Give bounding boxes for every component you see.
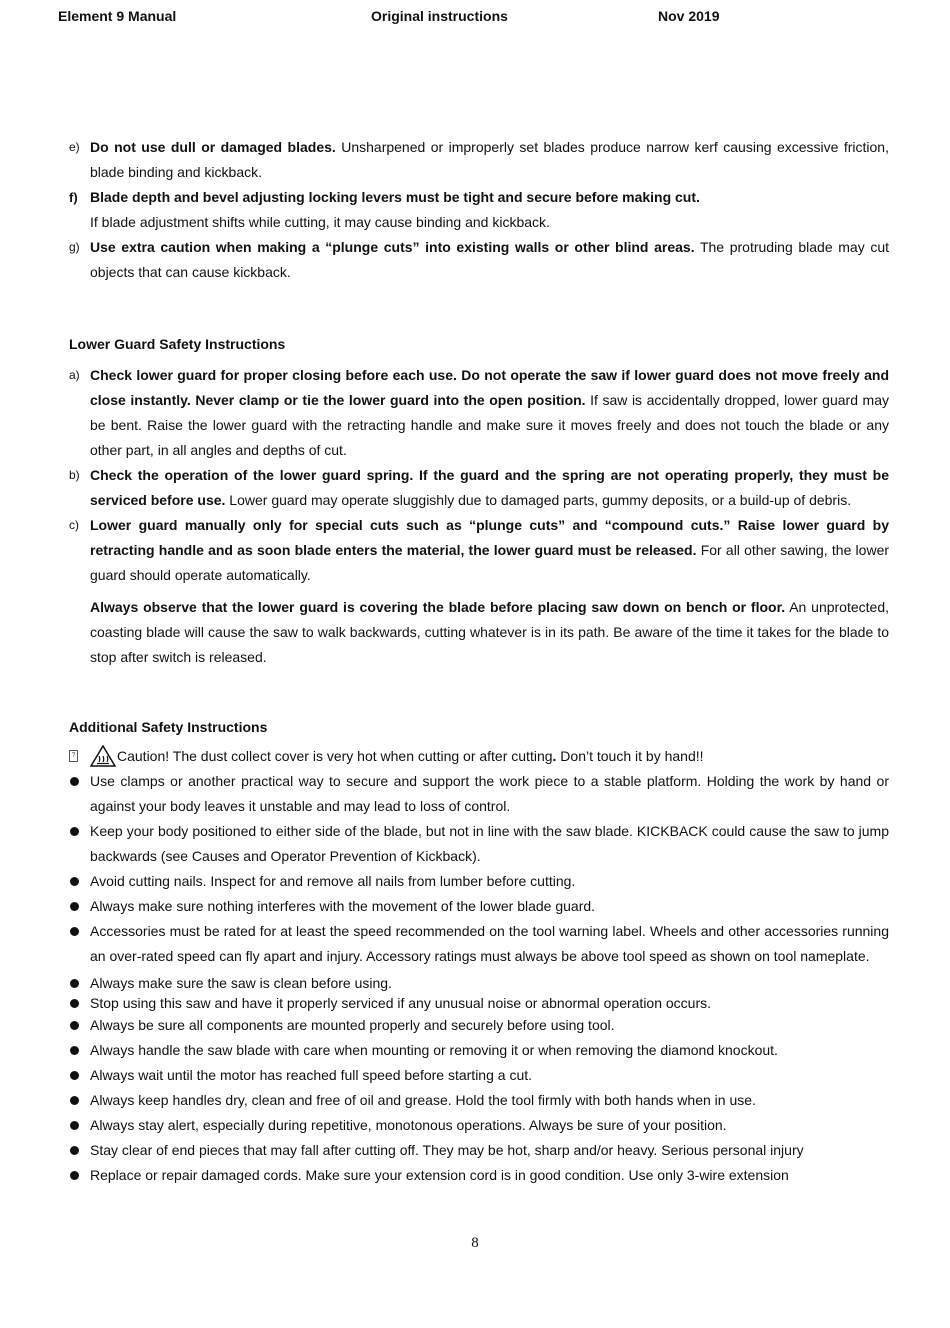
list-item — [69, 819, 889, 869]
list-item — [69, 993, 889, 1013]
list-item — [69, 513, 889, 588]
list-item — [69, 1038, 889, 1063]
item-label: e) — [69, 140, 80, 154]
list-item — [69, 973, 889, 993]
list-item — [69, 463, 889, 513]
caution-tail: Don’t touch it by hand!! — [556, 748, 704, 764]
header-instructions-label: Original instructions — [371, 8, 508, 24]
bullet-icon — [70, 777, 79, 786]
bullet-icon — [70, 1071, 79, 1080]
list-item — [69, 363, 889, 463]
lower-guard-note — [69, 595, 889, 670]
bullet-text: Avoid cutting nails. Inspect for and remove all nails from lumber before cutting. — [90, 873, 576, 889]
bullet-icon — [70, 979, 79, 988]
list-item — [69, 894, 889, 919]
item-text: Unsharpened or improperly set blades produce narrow kerf causing excessive friction, blade binding and kickback. — [90, 139, 889, 180]
item-bold-text: Use extra caution when making a “plunge cuts” into existing walls or other blind areas. — [90, 239, 695, 255]
item-label: b) — [69, 468, 80, 482]
bullet-text: Stay clear of end pieces that may fall after cutting off. They may be hot, sharp and/or heavy. Serious personal injury — [90, 1142, 804, 1158]
bullet-icon — [70, 1146, 79, 1155]
caution-text: Caution! The dust collect cover is very hot when cutting or after cutting — [117, 748, 553, 764]
bullet-icon — [70, 1171, 79, 1180]
list-item — [69, 919, 889, 969]
bullet-icon — [70, 877, 79, 886]
page-number: 8 — [471, 1235, 479, 1251]
hot-surface-warning-icon — [90, 745, 116, 767]
caution-period: . — [552, 748, 557, 764]
item-bold-text: Check the operation of the lower guard spring. If the guard and the spring are not operating properly, they must be serviced before use. — [90, 467, 889, 508]
note-bold-text: Always observe that the lower guard is covering the blade before placing saw down on bench or floor. — [90, 599, 786, 615]
bullet-text: Accessories must be rated for at least the speed recommended on the tool warning label. Wheels and other accessories running an over-rated speed can fly apart and injury. Accessory ratings must always be above tool speed as shown on tool nameplate. — [90, 923, 889, 964]
bullet-icon — [70, 902, 79, 911]
list-item — [69, 1088, 889, 1113]
list-item — [69, 1063, 889, 1088]
bullet-text: Always stay alert, especially during repetitive, monotonous operations. Always be sure of your position. — [90, 1117, 727, 1133]
item-bold-text: Blade depth and bevel adjusting locking levers must be tight and secure before making cut. — [90, 189, 700, 205]
additional-bullet-list — [69, 769, 889, 1188]
list-item — [69, 1163, 889, 1188]
item-bold-text: Check lower guard for proper closing before each use. Do not operate the saw if lower guard does not move freely and close instantly. Never clamp or tie the lower guard into the open position. — [90, 367, 889, 408]
page-content — [69, 135, 889, 1188]
bullet-text: Always make sure nothing interferes with the movement of the lower blade guard. — [90, 898, 596, 914]
item-text: If saw is accidentally dropped, lower guard may be bent. Raise the lower guard with the retracting handle and make sure it moves freely and does not touch the blade or any other part, in all angles and depths of cut. — [90, 392, 889, 458]
bullet-icon — [70, 1021, 79, 1030]
item-text: If blade adjustment shifts while cutting, it may cause binding and kickback. — [90, 214, 550, 230]
bullet-icon — [70, 927, 79, 936]
bullet-text: Always be sure all components are mounted properly and securely before using tool. — [90, 1017, 615, 1033]
bullet-text: Replace or repair damaged cords. Make sure your extension cord is in good condition. Use only 3-wire extension — [90, 1167, 789, 1183]
header-manual-title: Element 9 Manual — [58, 8, 177, 24]
list-item — [69, 769, 889, 819]
bullet-text: Always wait until the motor has reached full speed before starting a cut. — [90, 1067, 533, 1083]
item-label: a) — [69, 368, 80, 382]
list-item — [69, 1013, 889, 1038]
bullet-text: Stop using this saw and have it properly serviced if any unusual noise or abnormal operation occurs. — [90, 995, 712, 1011]
note-text: An unprotected, coasting blade will cause the saw to walk backwards, cutting whatever is in its path. Be aware of the time it takes for the blade to stop after switch is released. — [90, 599, 889, 665]
list-item — [69, 1113, 889, 1138]
bullet-icon — [70, 827, 79, 836]
missing-glyph-icon: ? — [69, 750, 78, 762]
bullet-icon — [70, 1096, 79, 1105]
list-item — [69, 869, 889, 894]
bullet-text: Keep your body positioned to either side of the blade, but not in line with the saw blade. KICKBACK could cause the saw to jump backwards (see Causes and Operator Prevention of Kickback). — [90, 823, 889, 864]
bullet-text: Always handle the saw blade with care when mounting or removing it or when removing the diamond knockout. — [90, 1042, 778, 1058]
header-date: Nov 2019 — [658, 8, 720, 24]
caution-line — [69, 744, 889, 769]
item-bold-text: Do not use dull or damaged blades. — [90, 139, 336, 155]
item-bold-text: Lower guard manually only for special cuts such as “plunge cuts” and “compound cuts.” Raise lower guard by retracting handle and as soon blade enters the material, the lower guard must be released. — [90, 517, 889, 558]
item-text: The protruding blade may cut objects that can cause kickback. — [90, 239, 889, 280]
bullet-icon — [70, 999, 79, 1008]
bullet-icon — [70, 1046, 79, 1055]
list-item — [69, 135, 889, 185]
list-item — [69, 235, 889, 285]
item-text: Lower guard may operate sluggishly due to damaged parts, gummy deposits, or a build-up of debris. — [225, 492, 852, 508]
list-item — [69, 185, 889, 235]
bullet-text: Always make sure the saw is clean before using. — [90, 975, 392, 991]
item-label: f) — [69, 190, 78, 205]
bullet-text: Use clamps or another practical way to secure and support the work piece to a stable platform. Holding the work by hand or against your body leaves it unstable and may lead to loss of control. — [90, 773, 889, 814]
item-label: c) — [69, 518, 79, 532]
item-text: For all other sawing, the lower guard should operate automatically. — [90, 542, 890, 583]
bullet-icon — [70, 1121, 79, 1130]
section-title-additional: Additional Safety Instructions — [69, 719, 268, 735]
item-label: g) — [69, 240, 80, 254]
section-title-lower-guard: Lower Guard Safety Instructions — [69, 336, 286, 352]
list-item — [69, 1138, 889, 1163]
bullet-text: Always keep handles dry, clean and free of oil and grease. Hold the tool firmly with both hands when in use. — [90, 1092, 756, 1108]
